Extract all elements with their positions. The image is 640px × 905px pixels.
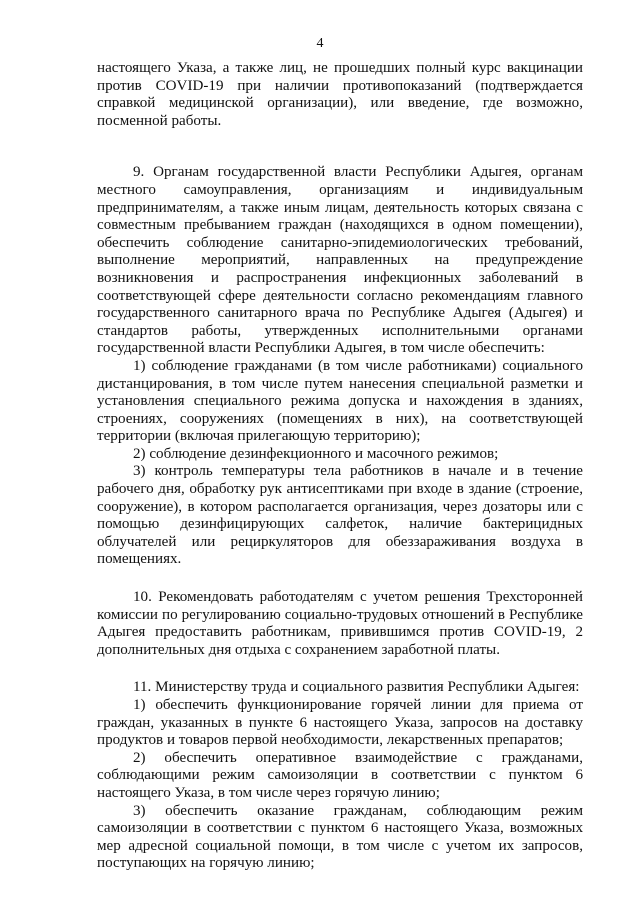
text-line: помощью дезинфицирующих салфеток, наличие бактерицидных (97, 516, 583, 533)
page-number: 4 (316, 36, 324, 51)
text-line: дополнительных дня отдыха с сохранением заработной платы. (97, 641, 500, 658)
text-line: сооружение), в котором располагается организация, через дозаторы или с (97, 498, 583, 515)
text-line: территории (включая прилегающую территорию); (97, 428, 421, 445)
paragraph-item-9-3 (97, 463, 583, 569)
paragraph-item-11-1 (97, 697, 583, 750)
text-line: соблюдающими режим самоизоляции в соответствии с пунктом 6 (97, 767, 583, 784)
paragraph-item-11-2 (97, 750, 583, 803)
paragraph-item-9-2 (97, 446, 583, 464)
text-line: 2) обеспечить оперативное взаимодействие с гражданами, (133, 749, 583, 766)
text-line: 11. Министерству труда и социального развития Республики Адыгея: (133, 679, 580, 696)
paragraph-item-11 (97, 679, 583, 697)
text-line: установления специального режима допуска и нахождения в зданиях, (97, 393, 583, 410)
text-line: 2) соблюдение дезинфекционного и масочного режимов; (133, 445, 499, 462)
text-line: комиссии по регулированию социально-трудовых отношений в Республике (97, 606, 583, 623)
text-line: выполнение мероприятий, направленных на предупреждение (97, 252, 583, 269)
paragraph-item-10 (97, 589, 583, 659)
text-line: государственного санитарного врача по Республике Адыгея (Адыгея) и (97, 305, 583, 322)
text-line: мер адресной социальной помощи, в том числе с учетом их запросов, (97, 837, 583, 854)
text-line: стандартов работы, утвержденных исполнительными органами (97, 322, 583, 339)
spacer (97, 659, 583, 679)
text-line: государственной власти Республики Адыгея, в том числе обеспечить: (97, 340, 545, 357)
text-line: поступающих на горячую линию; (97, 855, 315, 872)
text-line: 1) обеспечить функционирование горячей линии для приема от (133, 697, 583, 713)
text-line: соответствующей сфере деятельности согласно рекомендациям главного (97, 287, 583, 304)
document-body (97, 60, 583, 873)
spacer (97, 569, 583, 589)
text-line: 10. Рекомендовать работодателям с учетом решения Трехсторонней (133, 589, 583, 606)
text-line: 1) соблюдение гражданами (в том числе работниками) социального (133, 357, 583, 374)
text-line: посменной работы. (97, 112, 222, 129)
paragraph-item-9 (97, 164, 583, 358)
paragraph-item-9-1 (97, 358, 583, 446)
spacer (97, 130, 583, 164)
text-line: 3) обеспечить оказание гражданам, соблюдающим режим (133, 802, 583, 819)
text-line: предпринимателям, а также иным лицам, деятельность которых связана с (97, 199, 583, 216)
text-line: граждан, указанных в пункте 6 настоящего Указа, запросов на доставку (97, 714, 583, 731)
text-line: против COVID-19 при наличии противопоказаний (подтверждается (97, 77, 583, 94)
text-line: настоящего Указа, а также лиц, не прошедших полный курс вакцинации (97, 60, 583, 76)
text-line: обеспечить соблюдение санитарно-эпидемиологических требований, (97, 234, 583, 251)
text-line: Адыгея предоставить работникам, привившимся против COVID-19, 2 (97, 624, 583, 641)
text-line: возникновения и распространения инфекционных заболеваний в (97, 269, 583, 286)
text-line: самоизоляции в соответствии с пунктом 6 настоящего Указа, возможных (97, 820, 583, 837)
text-line: 9. Органам государственной власти Республики Адыгея, органам (133, 164, 583, 181)
text-line: дистанцирования, в том числе путем нанесения специальной разметки и (97, 375, 583, 392)
text-line: рабочего дня, обработку рук антисептиками при входе в здание (строение, (97, 481, 583, 498)
text-line: продуктов и товаров первой необходимости, лекарственных препаратов; (97, 732, 564, 749)
text-line: справкой медицинской организации), или введение, где возможно, (97, 95, 583, 112)
text-line: настоящего Указа, в том числе через горячую линию; (97, 784, 440, 801)
text-line: местного самоуправления, организациям и индивидуальным (97, 181, 583, 198)
text-line: помещениях. (97, 551, 182, 568)
text-line: строениях, сооружениях (помещениях в них), на соответствующей (97, 410, 583, 427)
text-line: совместным пребыванием граждан (находящихся в одном помещении), (97, 217, 583, 234)
paragraph-continuation (97, 60, 583, 130)
text-line: облучателей или рециркуляторов для обеззараживания воздуха в (97, 533, 583, 550)
paragraph-item-11-3 (97, 803, 583, 873)
text-line: 3) контроль температуры тела работников в начале и в течение (133, 463, 583, 480)
